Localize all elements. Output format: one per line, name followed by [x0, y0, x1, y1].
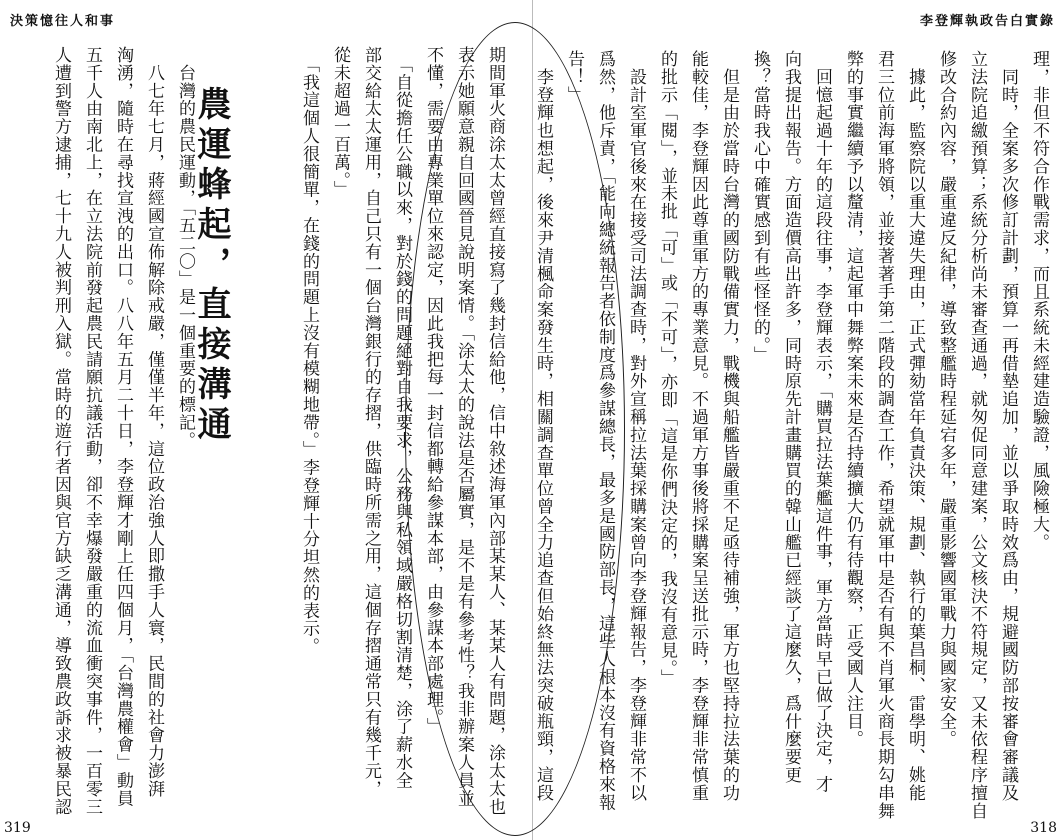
right-text-column: 修改合約內容，嚴重違反紀律，導致整艦時程延宕多年，嚴重影響國軍戰力與國家安全。: [936, 50, 956, 749]
right-text-column: 的批示「閱」，並未批「可」或「不可」，亦即「這是你們決定的，我沒有意見。」: [657, 50, 677, 687]
left-text-column: 人遭到警方逮捕，七十九人被判刑入獄。當時的遊行者因與官方缺乏溝通，導致農政訴求被暴民認: [51, 46, 71, 816]
right-text-column: 同時，全案多次修訂計劃，預算一再借墊追加，並以爭取時效爲由，規避國防部按審會審議及: [998, 50, 1018, 802]
right-text-column: 但是由於當時台灣的國防戰備實力，戰機與船艦皆嚴重不足亟待補強，軍方也堅持拉法葉的功: [719, 50, 739, 802]
left-text-column: 從未超過一百萬。」: [330, 46, 350, 199]
right-text-column: 據此，監察院以重大違失理由，正式彈劾當年負責決策、規劃、執行的葉昌桐、雷學明、姚能: [905, 50, 925, 802]
chapter-title: 農運蜂起，直接溝通: [191, 86, 231, 446]
right-text-column: 爲然，他斥責，「能向總統報告者依制度爲參謀總長，最多是國防部長，這些人根本沒有資格來報: [595, 50, 615, 812]
right-text-column: 立法院追繳預算；系統分析尚未審查通過，就匆促同意建案，公文核決不符規定，又未依程序擅自: [967, 50, 987, 820]
left-text-column: 部交給太太運用，自己只有一個台灣銀行的存摺，供臨時所需之用，這個存摺通常只有幾千元，: [361, 46, 381, 798]
left-text-column: 「自從擔任公職以來，對於錢的問題絕對自我要求，公務與私領域嚴格切割清楚，涂了薪水全: [392, 46, 412, 790]
right-text-column: 弊的事實繼續予以釐清，這起軍中舞弊案未來是否持續擴大仍有待觀察，正受國人注目。: [843, 50, 863, 749]
right-text-column: 理，非但不符合作戰需求，而且系統未經建造驗證，風險極大。: [1029, 50, 1049, 552]
left-text-column: 八七年七月，蔣經國宣佈解除戒嚴，僅僅半年，這位政治強人即撒手人寰，民間的社會力澎湃: [144, 46, 164, 798]
right-text-column: 告！」: [564, 50, 584, 104]
left-text-column: 「我這個人很簡單，在錢的問題上沒有模糊地帶。」李登輝十分坦然的表示。: [299, 46, 319, 656]
right-text-column: 回憶起過十年的這段往事，李登輝表示，「購買拉法葉艦這件事，軍方當時早已做了決定，才: [812, 50, 832, 794]
right-page-number: 318: [1030, 820, 1057, 836]
right-text-column: 李登輝也想起，後來尹清楓命案發生時，相關調查單位曾全力追查但始終無法突破瓶頸，這段: [533, 50, 553, 802]
left-text-column: 不懂，需要由專業單位來認定，因此我把每一封信都轉給參謀本部，由參謀本部處理。」: [423, 46, 443, 736]
left-text-column: 台灣的農民運動，「五二〇」是一個重要的標記。: [175, 46, 195, 450]
right-text-column: 設計室軍官後來在接受司法調查時，對外宣稱拉法葉採購案曾向李登輝報告，李登輝非常不以: [626, 50, 646, 802]
left-text-column: 五千人由南北上，在立法院前發起農民請願抗議活動，卻不幸爆發嚴重的流血衝突事件，一百零三: [82, 46, 102, 816]
left-text-column: 洶湧，隨時在尋找宣洩的出口。八八年五月二十日，李登輝才剛上任四個月，「台灣農權會」動員: [113, 46, 133, 808]
left-page-number: 319: [4, 820, 31, 836]
left-text-column: 期間軍火商涂太太曾經直接寫了幾封信給他，信中敘述海軍內部某某人、某某人有問題，涂太太也: [485, 46, 505, 816]
right-text-column: 換？當時我心中確實感到有些怪怪的。」: [750, 50, 770, 364]
right-page-header: 李登輝執政告白實錄: [919, 14, 1055, 29]
left-page-header: 決策憶往人和事: [10, 14, 116, 29]
right-text-column: 能較佳，李登輝因此尊重軍方的專業意見。不過軍方事後將採購案呈送批示時，李登輝非常慎重: [688, 50, 708, 802]
right-text-column: 君三位前海軍將領，並接著著手第二階段的調查工作，希望就軍中是否有與不肖軍火商長期勾串舞: [874, 50, 894, 820]
right-text-column: 向我提出報告。方面造價高出許多，同時原先計畫購買的韓山艦已經談了這麼久，爲什麼要更: [781, 50, 801, 784]
left-text-column: 表示她願意親自回國晉見說明案情。「涂太太的說法是否屬實，是不是有參考性？我非辦案人員並: [454, 46, 474, 808]
